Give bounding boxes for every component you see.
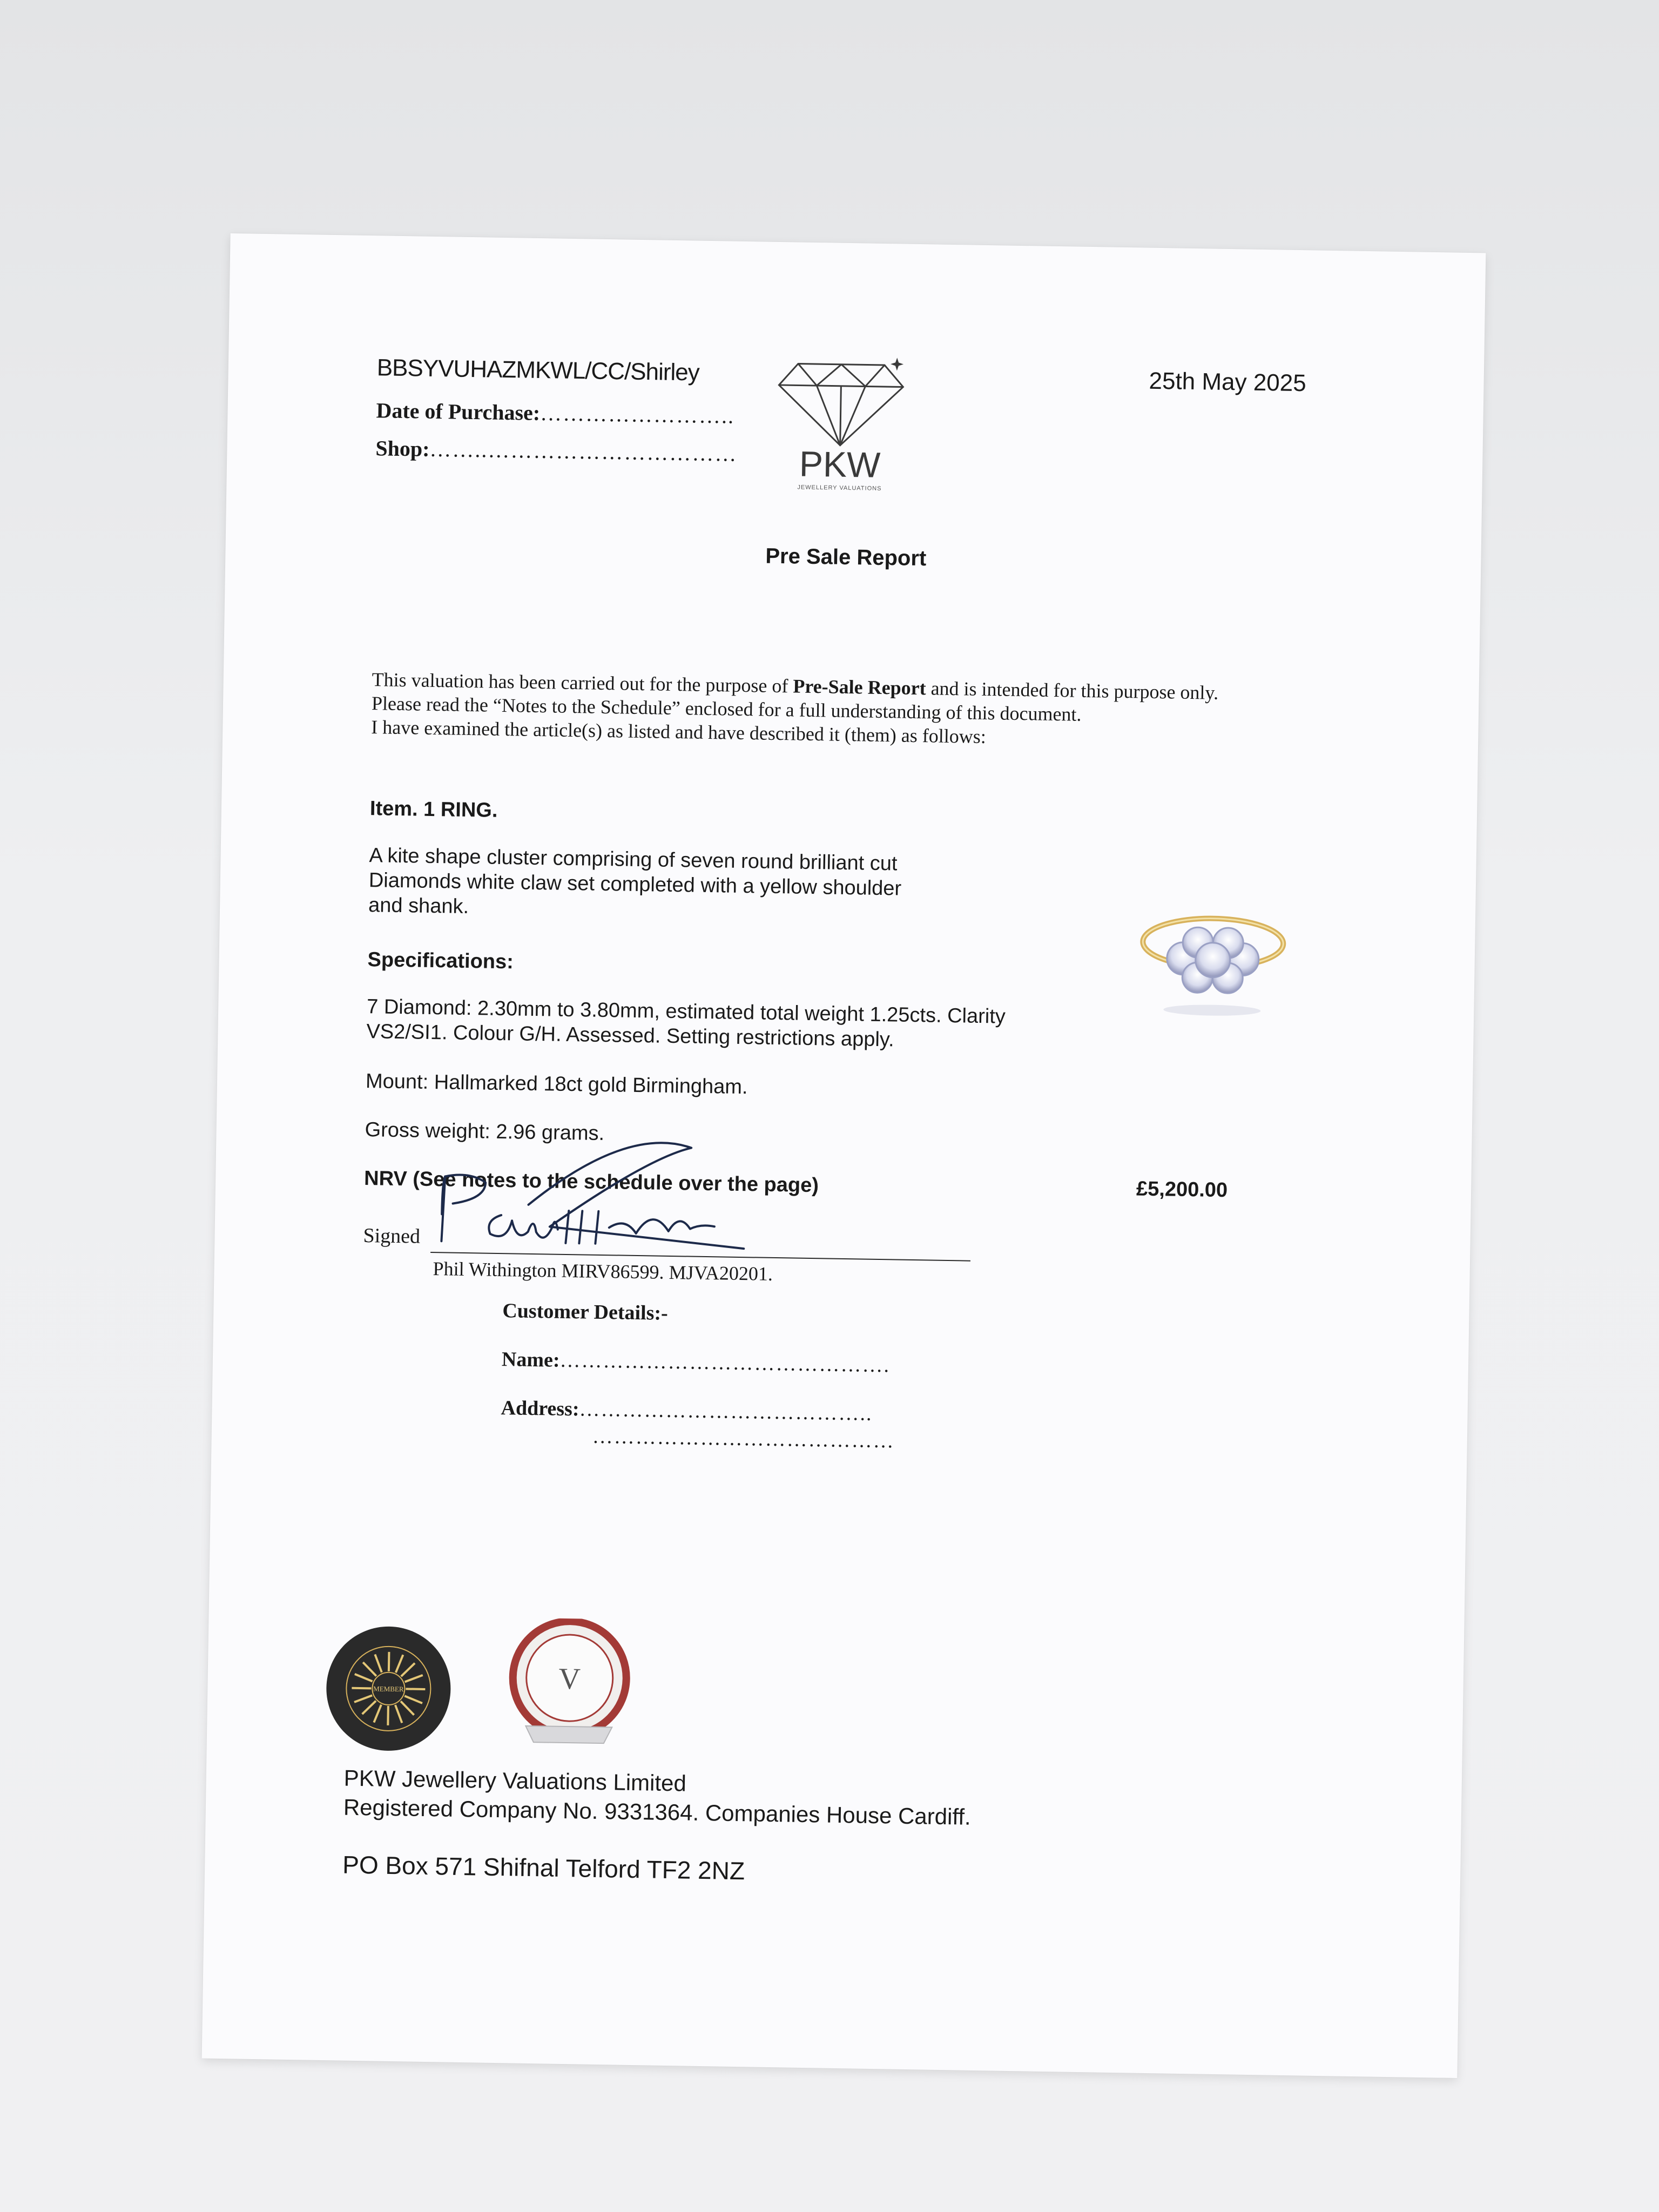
pkw-diamond-logo <box>766 353 914 495</box>
reference-number: BBSYVUHAZMKWL/CC/Shirley <box>376 354 700 386</box>
date-of-purchase-dots: …………………….. <box>539 401 735 428</box>
company-registration: Registered Company No. 9331364. Companies House Cardiff. <box>343 1794 972 1830</box>
report-sheet <box>202 233 1486 2078</box>
item-description: A kite shape cluster comprising of seven round brilliant cut Diamonds white claw set completed with a yellow shoulder and shank. <box>368 844 902 919</box>
report-date: 25th May 2025 <box>1149 367 1307 397</box>
shop <box>375 435 738 467</box>
customer-details-heading: Customer Details:- <box>502 1299 669 1325</box>
intro-line-1-pre: This valuation has been carried out for the purpose of <box>372 669 793 697</box>
nrv-label: NRV (See notes to the schedule over the page) <box>363 1167 819 1197</box>
institute-member-badge <box>323 1623 455 1755</box>
customer-address-dots: ………………………………….. <box>579 1398 873 1425</box>
spec-gross-weight: Gross weight: 2.96 grams. <box>365 1118 605 1145</box>
intro-paragraph <box>371 667 1344 754</box>
shop-label: Shop: <box>375 436 430 461</box>
customer-address-label: Address: <box>501 1397 579 1421</box>
document-title: Pre Sale Report <box>765 544 927 571</box>
logo-name: PKW <box>799 443 881 485</box>
customer-name-dots: ………………………………………. <box>559 1348 891 1377</box>
intro-line-3: I have examined the article(s) as listed and have described it (them) as follows: <box>371 716 987 748</box>
intro-line-2: Please read the “Notes to the Schedule” enclosed for a full understanding of this document. <box>371 692 1082 725</box>
shop-dots: ……..…………………………… <box>429 436 738 466</box>
company-block <box>343 1764 972 1832</box>
intro-purpose: Pre-Sale Report <box>793 675 926 699</box>
item-heading: Item. 1 RING. <box>369 797 498 822</box>
badge1-text: MEMBER <box>373 1684 404 1694</box>
customer-address <box>501 1396 873 1426</box>
signer-name: Phil Withington MIRV86599. MJVA20201. <box>433 1258 773 1285</box>
signed-label: Signed <box>363 1224 421 1248</box>
company-name: PKW Jewellery Valuations Limited <box>343 1765 687 1796</box>
date-of-purchase-label: Date of Purchase: <box>376 398 541 425</box>
spec-mount: Mount: Hallmarked 18ct gold Birmingham. <box>365 1070 748 1099</box>
customer-name <box>502 1347 891 1377</box>
nrv-value: £5,200.00 <box>1136 1177 1228 1202</box>
customer-address-dots-2: …………………………………… <box>592 1425 895 1453</box>
valuers-association-badge <box>507 1617 633 1755</box>
logo-tagline: JEWELLERY VALUATIONS <box>797 484 882 492</box>
ring-image <box>1131 903 1295 1030</box>
specifications-heading: Specifications: <box>367 948 514 974</box>
intro-line-1-post: and is intended for this purpose only. <box>926 677 1219 704</box>
customer-name-label: Name: <box>501 1348 560 1372</box>
spec-diamonds: 7 Diamond: 2.30mm to 3.80mm, estimated total weight 1.25cts. Clarity VS2/SI1. Colour G/H. Assessed. Setting restrictions apply. <box>366 995 1006 1051</box>
company-address: PO Box 571 Shifnal Telford TF2 2NZ <box>342 1850 745 1885</box>
date-of-purchase <box>376 397 734 428</box>
badge2-letter: V <box>558 1662 581 1696</box>
